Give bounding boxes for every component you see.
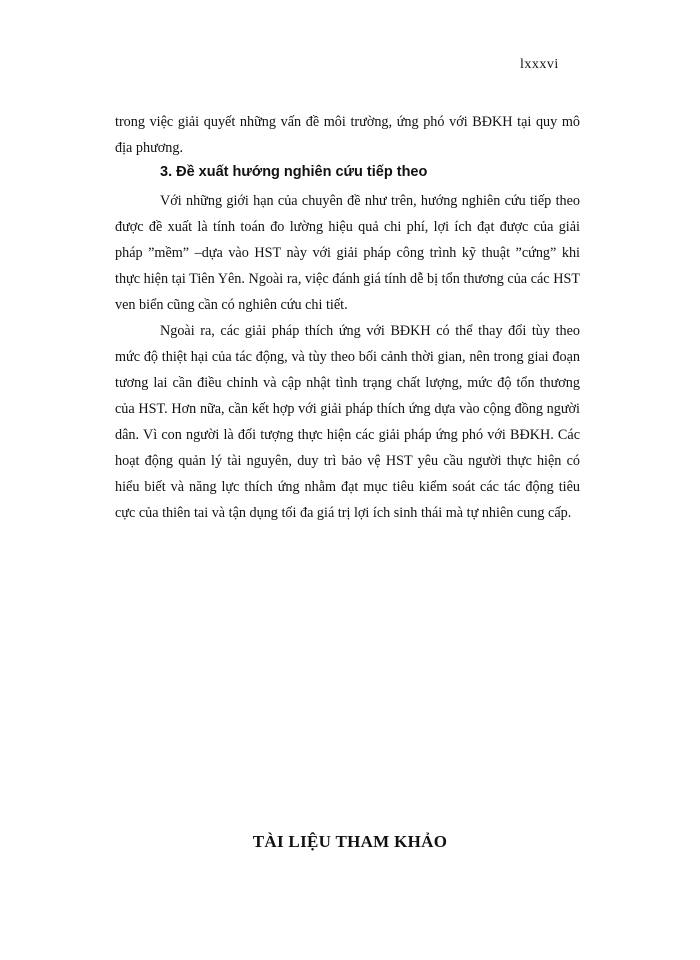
section-paragraph-block-1 [115,188,580,318]
section-paragraph-1: Với những giới hạn của chuyên đề như trên, hướng nghiên cứu tiếp theo được đề xuất là tính toán đo lường hiệu quả chi phí, lợi ích đạt được của giải pháp ”mềm” –dựa vào HST này với giải pháp công trình kỹ thuật ”cứng” khi thực hiện tại Tiên Yên. Ngoài ra, việc đánh giá tính dễ bị tổn thương của các HST ven biển cũng cần có nghiên cứu chi tiết. [115,193,580,313]
section-paragraph-block-2 [115,318,580,526]
continuation-paragraph: trong việc giải quyết những vấn đề môi trường, ứng phó với BĐKH tại quy mô địa phương. [115,114,580,156]
section-paragraph-2: Ngoài ra, các giải pháp thích ứng với BĐKH có thể thay đổi tùy theo mức độ thiệt hại của tác động, và tùy theo bối cảnh thời gian, nên trong giai đoạn tương lai cần điều chỉnh và cập nhật tình trạng chất lượng, mức độ tổn thương của HST. Hơn nữa, cần kết hợp với giải pháp thích ứng dựa vào cộng đồng người dân. Vì con người là đối tượng thực hiện các giải pháp ứng phó với BĐKH. Các hoạt động quản lý tài nguyên, duy trì bảo vệ HST yêu cầu người thực hiện có hiểu biết và năng lực thích ứng nhằm đạt mục tiêu kiểm soát các tác động tiêu cực của thiên tai và tận dụng tối đa giá trị lợi ích sinh thái mà tự nhiên cung cấp. [115,323,580,521]
continuation-paragraph-block [115,109,580,161]
references-heading: TÀI LIỆU THAM KHẢO [252,832,448,851]
section-heading: 3. Đề xuất hướng nghiên cứu tiếp theo [160,164,428,180]
page-number: lxxxvi [520,57,559,72]
